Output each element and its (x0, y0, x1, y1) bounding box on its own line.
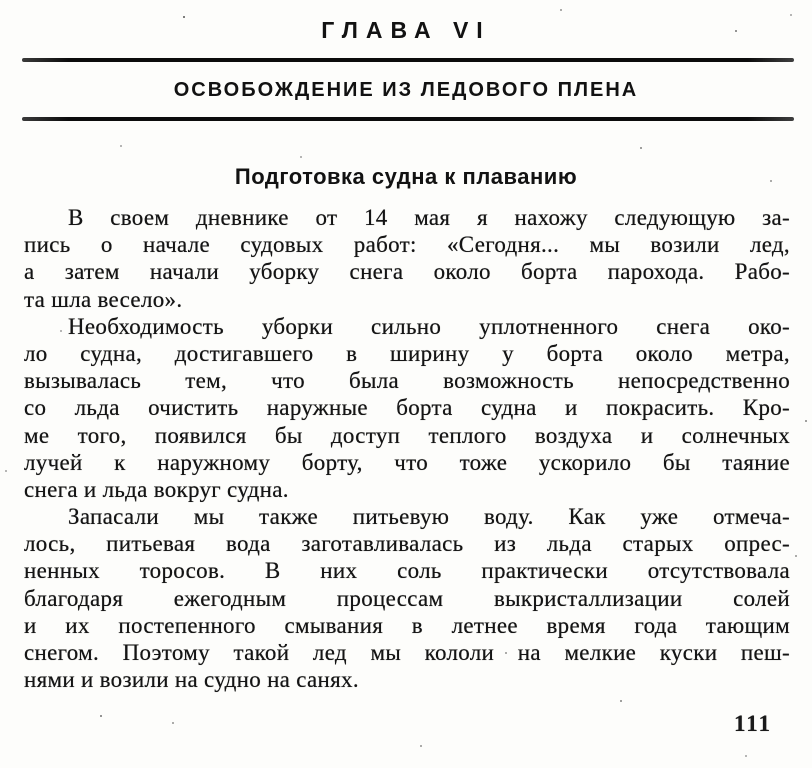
section-title: ОСВОБОЖДЕНИЕ ИЗ ЛЕДОВОГО ПЛЕНА (173, 79, 639, 101)
text-line: Необходимость уборки сильно уплотненного снега око- (68, 313, 790, 339)
text-line: снегом. Поэтому такой лед мы кололи на мелкие куски пеш- (24, 640, 790, 665)
text-line: и их постепенного смывания в летнее время года тающим (24, 612, 790, 638)
text-line: ло судна, достигавшего в ширину у борта около метра, (24, 340, 790, 366)
paragraph (24, 313, 790, 503)
text-line: пись о начале судовых работ: «Сегодня... мы возили лед, (24, 232, 790, 258)
text-line: а затем начали уборку снега около борта парохода. Рабо- (24, 259, 790, 285)
text-line: лось, питьевая вода заготавливалась из льда старых опрес- (24, 531, 790, 557)
scan-noise (0, 0, 2, 2)
text-line: снега и льда вокруг судна. (24, 476, 289, 502)
body-text (24, 204, 790, 693)
paragraph (24, 503, 790, 693)
text-line: ненных торосов. В них соль практически отсутствовала (24, 558, 790, 584)
text-line: лучей к наружному борту, что тоже ускорило бы таяние (24, 449, 790, 475)
text-line: та шла весело». (24, 286, 183, 312)
chapter-title: ГЛАВА VI (321, 17, 491, 43)
text-line: благодаря ежегодным процессам выкристаллизации солей (24, 585, 790, 611)
text-line: ме того, появился бы доступ теплого воздуха и солнечных (24, 422, 790, 448)
horizontal-rule-bottom (22, 117, 794, 121)
page-number: 111 (734, 711, 772, 736)
text-line: со льда очистить наружные борта судна и покрасить. Кро- (24, 395, 790, 421)
subsection-title: Подготовка судна к плаванию (234, 164, 578, 189)
text-line: вызывалась тем, что была возможность непосредственно (24, 368, 790, 394)
paragraph (24, 204, 790, 313)
text-line: В своем дневнике от 14 мая я нахожу следующую за- (68, 205, 790, 230)
horizontal-rule-top (22, 58, 794, 62)
text-line: Запасали мы также питьевую воду. Как уже отмеча- (68, 504, 790, 530)
text-line: нями и возили на судно на санях. (24, 667, 359, 693)
